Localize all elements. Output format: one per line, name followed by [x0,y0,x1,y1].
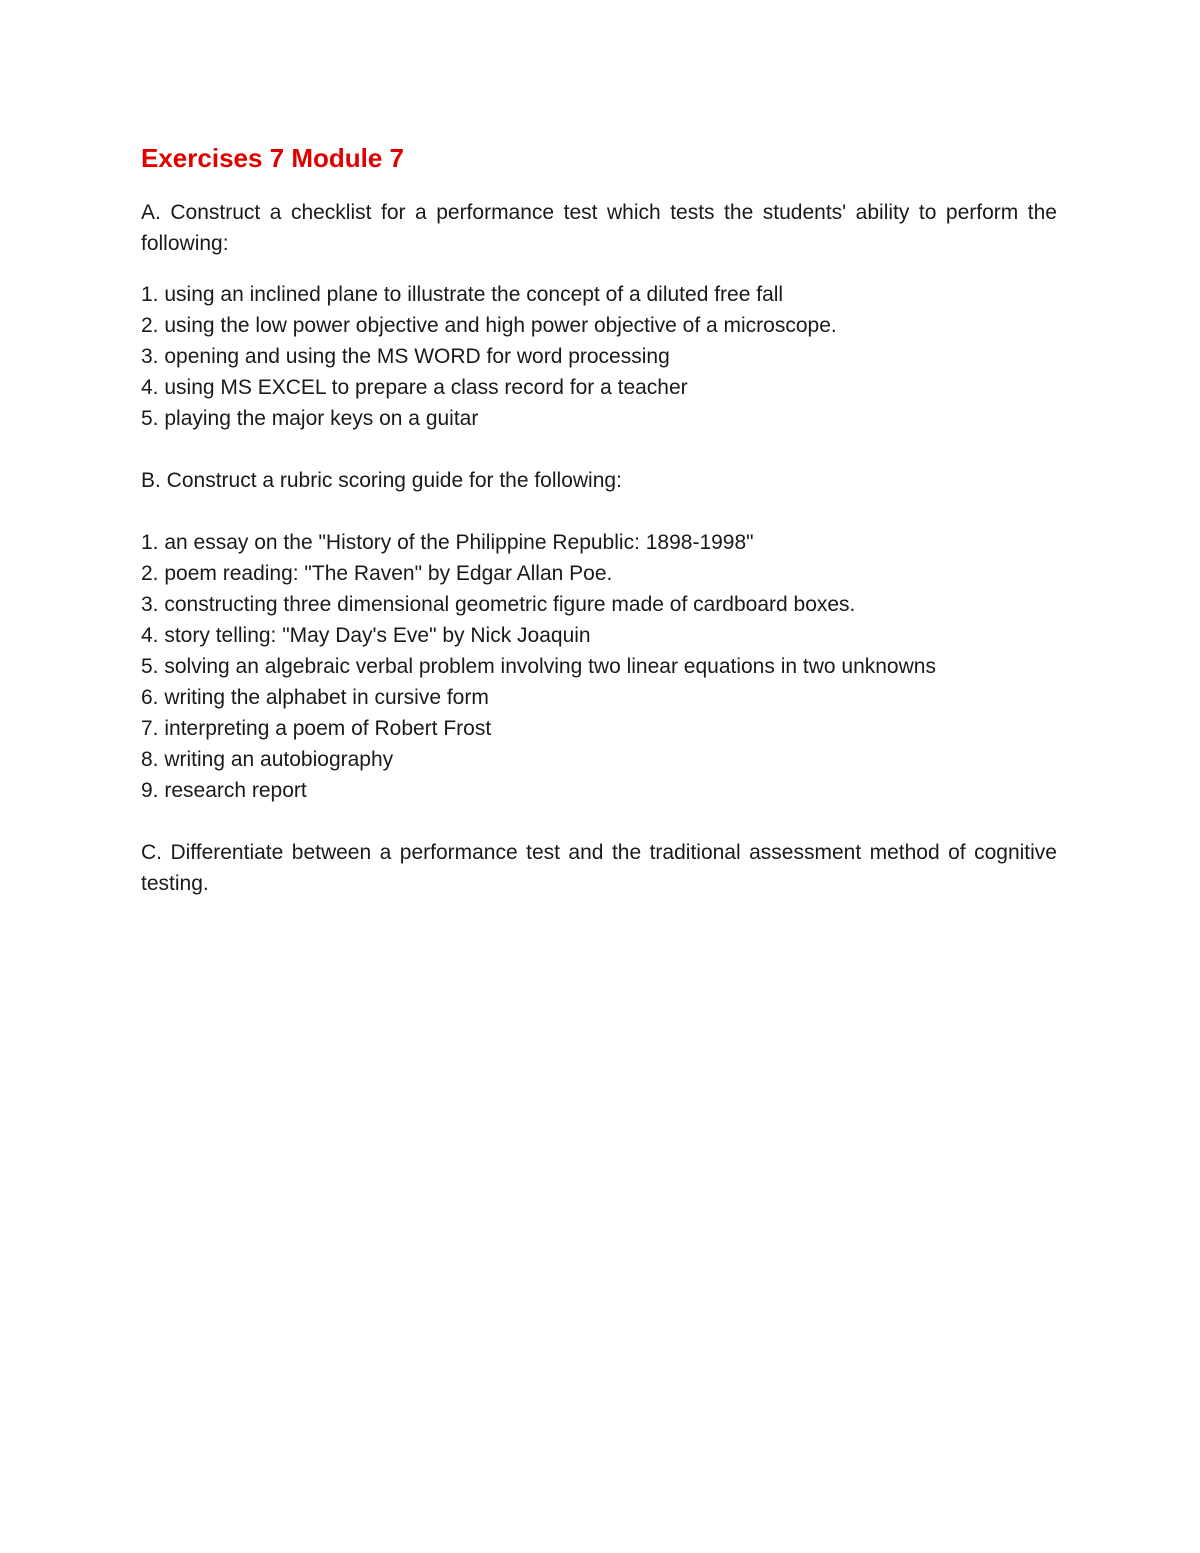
list-item: 5. playing the major keys on a guitar [141,407,479,430]
section-b-instruction: B. Construct a rubric scoring guide for the following: [141,469,622,492]
list-item: 3. constructing three dimensional geometric figure made of cardboard boxes. [141,593,856,616]
list-item: 2. poem reading: "The Raven" by Edgar Allan Poe. [141,562,613,585]
list-item: 4. story telling: "May Day's Eve" by Nick Joaquin [141,624,591,647]
list-item: 2. using the low power objective and high power objective of a microscope. [141,314,837,337]
section-b-list [141,527,1057,806]
list-item: 1. an essay on the "History of the Philippine Republic: 1898-1998" [141,531,754,554]
list-item: 5. solving an algebraic verbal problem involving two linear equations in two unknowns [141,655,936,678]
section-c-instruction: C. Differentiate between a performance test and the traditional assessment method of cognitive testing. [141,841,1057,895]
spacer [141,806,1057,837]
spacer [141,496,1057,527]
document-page [141,140,1057,899]
section-a-instruction: A. Construct a checklist for a performance test which tests the students' ability to perform the following: [141,201,1057,255]
list-item: 4. using MS EXCEL to prepare a class record for a teacher [141,376,688,399]
document-title: Exercises 7 Module 7 [141,143,405,173]
spacer [141,259,1057,279]
list-item: 1. using an inclined plane to illustrate the concept of a diluted free fall [141,283,784,306]
list-item: 9. research report [141,779,307,802]
list-item: 3. opening and using the MS WORD for word processing [141,345,670,368]
list-item: 6. writing the alphabet in cursive form [141,686,489,709]
section-a-list [141,279,1057,434]
list-item: 8. writing an autobiography [141,748,394,771]
spacer [141,434,1057,465]
list-item: 7. interpreting a poem of Robert Frost [141,717,492,740]
